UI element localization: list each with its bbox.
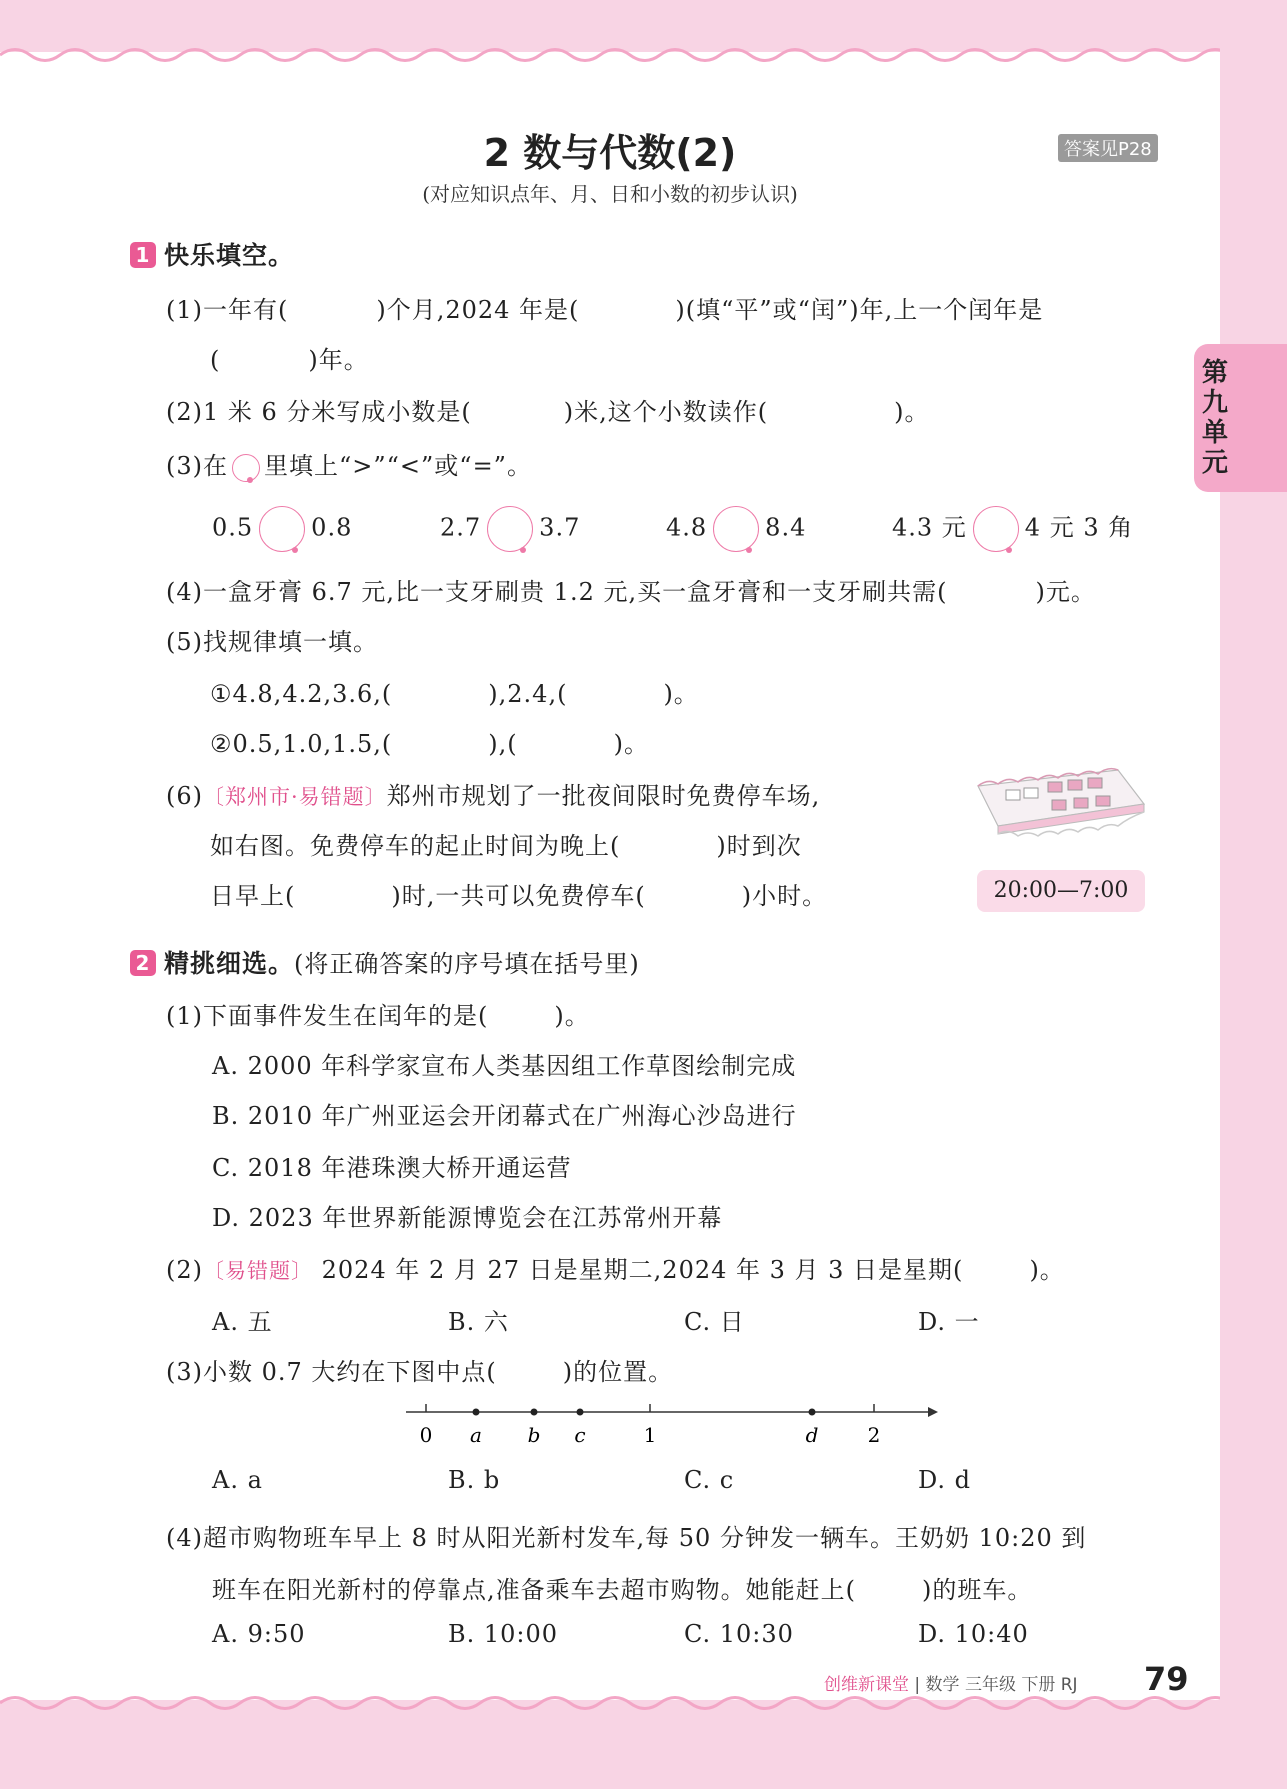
option-2-4-c[interactable]: C. 10:30	[684, 1620, 794, 1648]
number-line-arrow-icon	[928, 1407, 938, 1417]
section-2-heading	[130, 944, 640, 980]
circle-placeholder-icon	[232, 454, 260, 482]
question-2-2: (2)〔易错题〕 2024 年 2 月 27 日是星期二,2024 年 3 月 3 日是星期( )。	[166, 1256, 1065, 1284]
question-1-6-line-2: 如右图。免费停车的起止时间为晚上( )时到次	[210, 832, 802, 860]
option-2-4-d[interactable]: D. 10:40	[918, 1620, 1029, 1648]
parking-time-label: 20:00—7:00	[977, 870, 1145, 912]
question-2-3: (3)小数 0.7 大约在下图中点( )的位置。	[166, 1358, 674, 1386]
wavy-border-top	[0, 44, 1220, 66]
number-line	[400, 1396, 940, 1456]
option-2-1-b[interactable]: B. 2010 年广州亚运会开闭幕式在广州海心沙岛进行	[212, 1102, 797, 1130]
point-b	[531, 1409, 538, 1416]
option-2-3-d[interactable]: D. d	[918, 1466, 972, 1494]
tick-label-2: 2	[867, 1423, 881, 1447]
question-1-5-2: ②0.5,1.0,1.5,( ),( )。	[210, 730, 650, 758]
footer-brand: 创维新课堂	[824, 1675, 909, 1695]
page-subtitle: (对应知识点年、月、日和小数的初步认识)	[422, 182, 798, 206]
wavy-border-bottom	[0, 1692, 1220, 1714]
option-2-1-c[interactable]: C. 2018 年港珠澳大桥开通运营	[212, 1154, 572, 1182]
compare-circle[interactable]	[973, 506, 1019, 552]
compare-circle[interactable]	[259, 506, 305, 552]
point-c	[577, 1409, 584, 1416]
question-2-4-line-2: 班车在阳光新村的停靠点,准备乘车去超市购物。她能赶上( )的班车。	[212, 1576, 1033, 1604]
question-1-1-line-1: (1)一年有( )个月,2024 年是( )(填“平”或“闰”)年,上一个闰年是	[166, 296, 1044, 324]
section-1-number: 1	[130, 242, 156, 268]
option-2-3-c[interactable]: C. c	[684, 1466, 735, 1494]
question-1-6-line-1: (6)〔郑州市·易错题〕郑州市规划了一批夜间限时免费停车场,	[166, 782, 821, 810]
parking-lot-illustration	[968, 756, 1148, 856]
section-2-title: 精挑细选。	[164, 949, 295, 978]
footer-book-info: | 数学 三年级 下册 RJ	[914, 1675, 1078, 1695]
option-2-3-a[interactable]: A. a	[212, 1466, 263, 1494]
question-1-1-line-2: ( )年。	[210, 346, 369, 374]
option-2-3-b[interactable]: B. b	[448, 1466, 501, 1494]
compare-circle[interactable]	[487, 506, 533, 552]
footer-info	[824, 1670, 1078, 1695]
section-1-title: 快乐填空。	[164, 241, 295, 270]
unit-tab	[1194, 344, 1287, 492]
point-label-b: b	[527, 1423, 541, 1447]
compare-item-4: 4.3 元 4 元 3 角	[892, 506, 1133, 552]
compare-item-3: 4.8 8.4	[666, 506, 806, 552]
compare-item-2: 2.7 3.7	[440, 506, 580, 552]
option-2-1-d[interactable]: D. 2023 年世界新能源博览会在江苏常州开幕	[212, 1204, 723, 1232]
answer-reference-badge: 答案见P28	[1058, 134, 1158, 162]
point-a	[473, 1409, 480, 1416]
tick-label-1: 1	[643, 1423, 657, 1447]
question-2-1: (1)下面事件发生在闰年的是( )。	[166, 1002, 590, 1030]
tick-label-0: 0	[419, 1423, 433, 1447]
compare-item-1: 0.5 0.8	[212, 506, 352, 552]
unit-tab-label: 第九单元	[1202, 358, 1229, 478]
question-tag: 〔郑州市·易错题〕	[203, 785, 387, 809]
option-2-1-a[interactable]: A. 2000 年科学家宣布人类基因组工作草图绘制完成	[212, 1052, 797, 1080]
option-2-2-c[interactable]: C. 日	[684, 1308, 745, 1336]
option-2-2-a[interactable]: A. 五	[212, 1308, 273, 1336]
page-title: 2 数与代数(2)	[483, 131, 737, 175]
question-tag: 〔易错题〕	[203, 1259, 313, 1283]
option-2-2-b[interactable]: B. 六	[448, 1308, 509, 1336]
point-d	[809, 1409, 816, 1416]
option-2-2-d[interactable]: D. 一	[918, 1308, 980, 1336]
section-2-number: 2	[130, 950, 156, 976]
question-1-5: (5)找规律填一填。	[166, 628, 378, 656]
point-label-a: a	[470, 1423, 482, 1447]
question-1-3: (3)在 里填上“>”“<”或“=”。	[166, 452, 532, 480]
question-1-4: (4)一盒牙膏 6.7 元,比一支牙刷贵 1.2 元,买一盒牙膏和一支牙刷共需( )元。	[166, 578, 1096, 606]
point-label-d: d	[805, 1423, 819, 1447]
compare-circle[interactable]	[713, 506, 759, 552]
question-1-5-1: ①4.8,4.2,3.6,( ),2.4,( )。	[210, 680, 699, 708]
question-1-2: (2)1 米 6 分米写成小数是( )米,这个小数读作( )。	[166, 398, 930, 426]
question-2-4-line-1: (4)超市购物班车早上 8 时从阳光新村发车,每 50 分钟发一辆车。王奶奶 10:20 到	[166, 1524, 1087, 1552]
section-1-heading	[130, 236, 294, 272]
point-label-c: c	[574, 1423, 586, 1447]
option-2-4-a[interactable]: A. 9:50	[212, 1620, 306, 1648]
page-number: 79	[1144, 1660, 1189, 1698]
option-2-4-b[interactable]: B. 10:00	[448, 1620, 559, 1648]
section-2-title-note: (将正确答案的序号填在括号里)	[294, 950, 640, 978]
question-1-6-line-3: 日早上( )时,一共可以免费停车( )小时。	[210, 882, 828, 910]
